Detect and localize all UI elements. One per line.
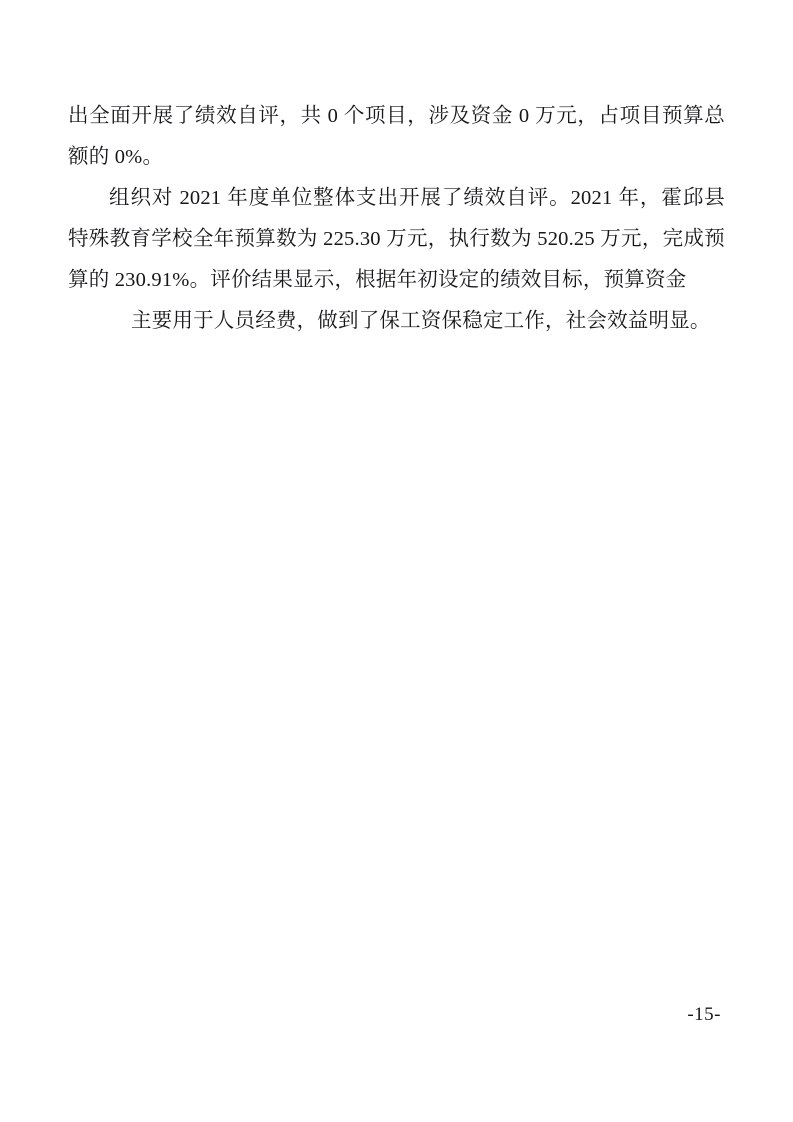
page-number: -15- [687,1004,721,1025]
paragraph-overall-self-evaluation-main: 组织对 2021 年度单位整体支出开展了绩效自评。2021 年，霍邱县特殊教育学校全年预算数为 225.30 万元，执行数为 520.25 万元，完成预算的 230.91%。评价结果显示，根据年初设定的绩效目标，预算资金 [68,187,725,291]
document-body [68,96,725,342]
paragraph-overall-self-evaluation-tail: 主要用于人员经费，做到了保工资保稳定工作，社会效益明显。 [131,310,711,332]
paragraph-overall-self-evaluation [68,178,725,342]
paragraph-continued: 出全面开展了绩效自评，共 0 个项目，涉及资金 0 万元，占项目预算总额的 0%。 [68,105,725,168]
